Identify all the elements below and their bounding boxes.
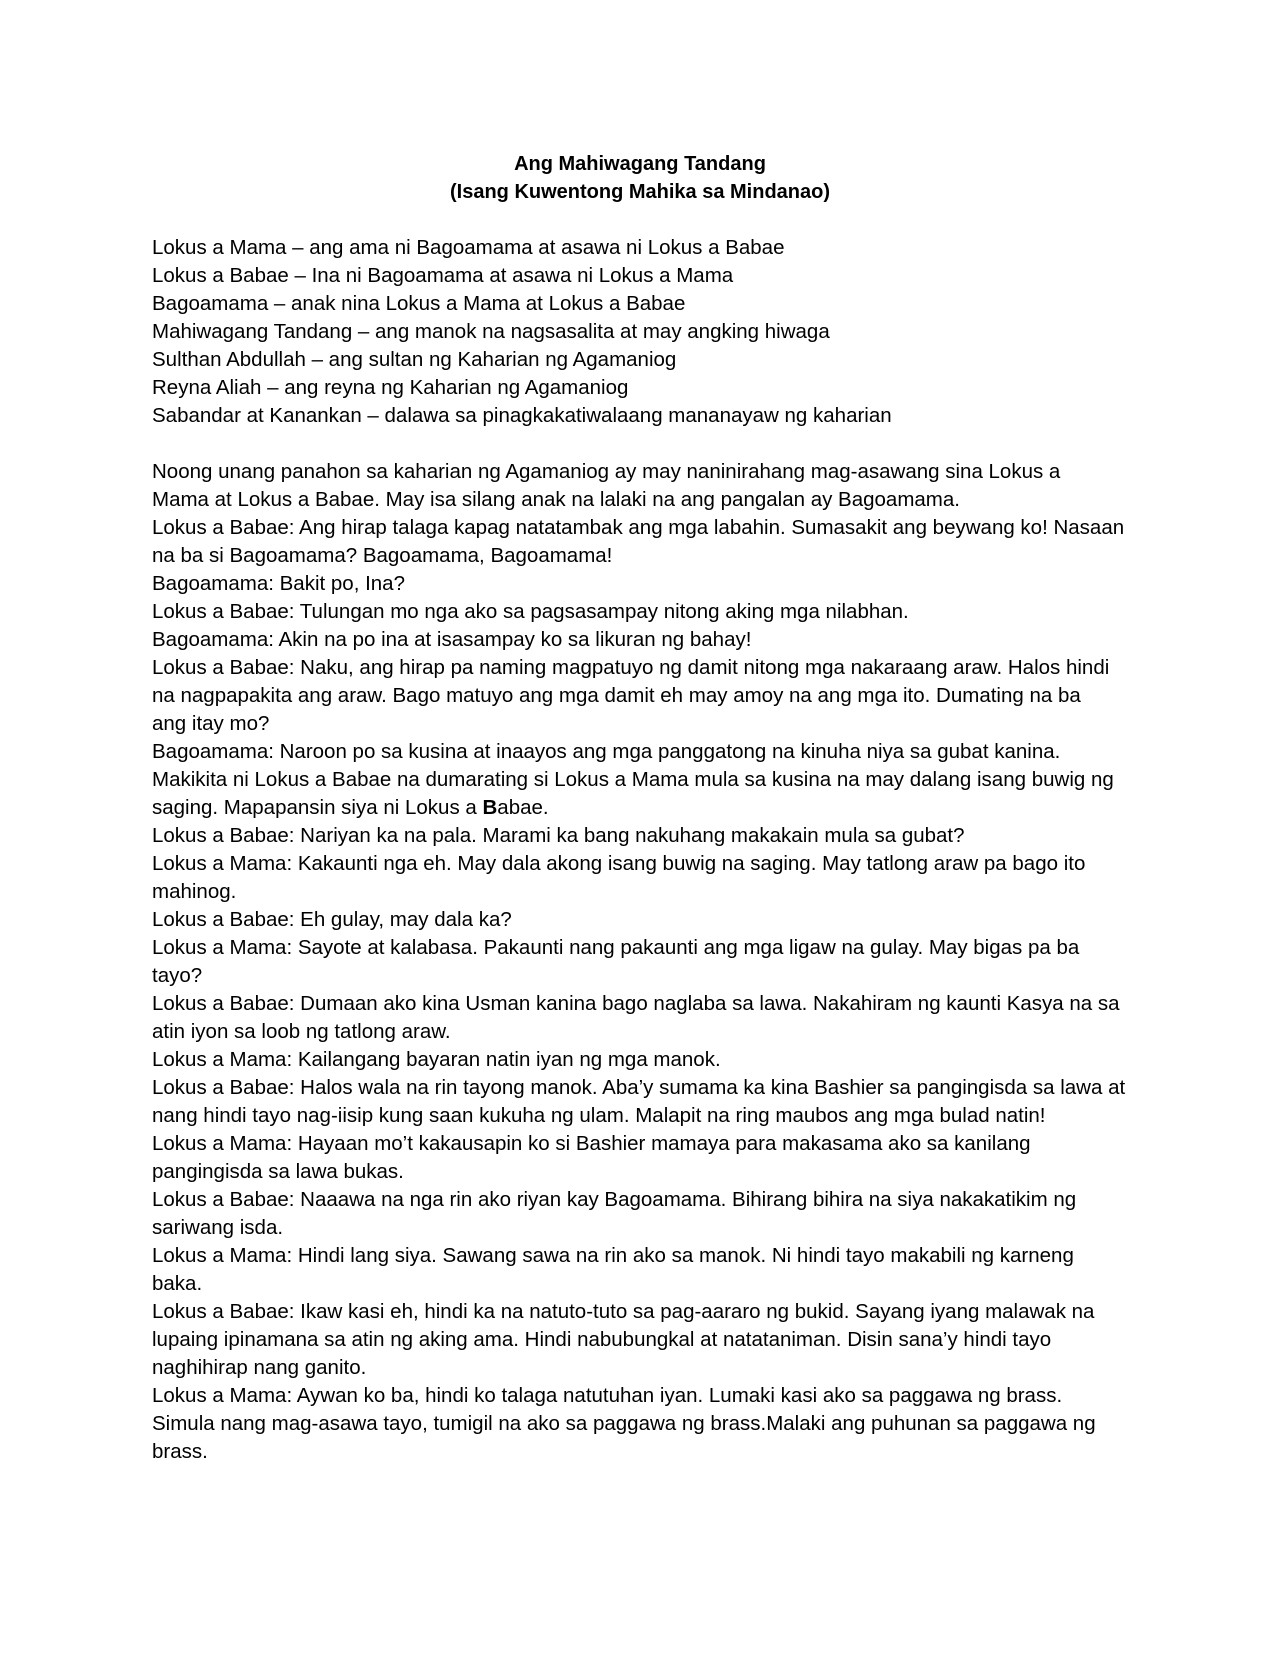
story-line: na nagpapakita ang araw. Bago matuyo ang mga damit eh may amoy na ang mga ito. Dumating na ba xyxy=(152,684,1081,707)
story-line: Lokus a Babae: Halos wala na rin tayong manok. Aba’y sumama ka kina Bashier sa pangingisda sa lawa at xyxy=(152,1076,1126,1099)
story-line: Lokus a Mama: Kakaunti nga eh. May dala akong isang buwig na saging. May tatlong araw pa bago ito xyxy=(152,852,1086,875)
story-line: Lokus a Babae: Tulungan mo nga ako sa pagsasampay nitong aking mga nilabhan. xyxy=(152,600,909,623)
story-line: Lokus a Mama: Kailangang bayaran natin iyan ng mga manok. xyxy=(152,1048,721,1071)
paragraph-spacer xyxy=(152,430,1142,458)
document-body xyxy=(152,234,1142,1466)
story-line: Lokus a Mama: Sayote at kalabasa. Pakaunti nang pakaunti ang mga ligaw na gulay. May bigas pa ba xyxy=(152,936,1080,959)
story-line: Bagoamama: Bakit po, Ina? xyxy=(152,572,405,595)
story-line: nang hindi tayo nag-iisip kung saan kukuha ng ulam. Malapit na ring maubos ang mga bulad natin! xyxy=(152,1104,1046,1127)
story-text xyxy=(152,458,1142,1466)
story-line-mixed xyxy=(152,794,1142,822)
story-line: Noong unang panahon sa kaharian ng Agamaniog ay may naninirahang mag-asawang sina Lokus a xyxy=(152,460,1061,483)
story-line: atin iyon sa loob ng tatlong araw. xyxy=(152,1020,451,1043)
character-entry: Sabandar at Kanankan – dalawa sa pinagkakatiwalaang mananayaw ng kaharian xyxy=(152,404,892,427)
story-text-segment: abae. xyxy=(497,796,549,819)
story-line: na ba si Bagoamama? Bagoamama, Bagoamama! xyxy=(152,544,613,567)
story-line: Lokus a Babae: Eh gulay, may dala ka? xyxy=(152,908,512,931)
story-text-segment: saging. Mapapansin siya ni Lokus a xyxy=(152,796,483,819)
story-line: Lokus a Babae: Ang hirap talaga kapag natatambak ang mga labahin. Sumasakit ang beywang ko! Nasaan xyxy=(152,516,1125,539)
character-list xyxy=(152,234,1142,430)
story-line: Lokus a Babae: Nariyan ka na pala. Marami ka bang nakuhang makakain mula sa gubat? xyxy=(152,824,965,847)
story-line: Lokus a Mama: Hindi lang siya. Sawang sawa na rin ako sa manok. Ni hindi tayo makabili ng karneng xyxy=(152,1244,1074,1267)
story-line: Bagoamama: Akin na po ina at isasampay ko sa likuran ng bahay! xyxy=(152,628,752,651)
story-line: lupaing ipinamana sa atin ng aking ama. Hindi nabubungkal at natataniman. Disin sana’y hindi tayo xyxy=(152,1328,1052,1351)
document-title: Ang Mahiwagang Tandang xyxy=(514,153,766,175)
character-entry: Lokus a Babae – Ina ni Bagoamama at asawa ni Lokus a Mama xyxy=(152,264,734,287)
story-line: naghihirap nang ganito. xyxy=(152,1356,367,1379)
story-line: Simula nang mag-asawa tayo, tumigil na ako sa paggawa ng brass.Malaki ang puhunan sa paggawa ng xyxy=(152,1412,1096,1435)
story-line: Makikita ni Lokus a Babae na dumarating si Lokus a Mama mula sa kusina na may dalang isang buwig ng xyxy=(152,768,1114,791)
story-line: Lokus a Babae: Dumaan ako kina Usman kanina bago naglaba sa lawa. Nakahiram ng kaunti Kasya na sa xyxy=(152,992,1120,1015)
character-entry: Mahiwagang Tandang – ang manok na nagsasalita at may angking hiwaga xyxy=(152,320,830,343)
story-line: brass. xyxy=(152,1440,208,1463)
story-line: Lokus a Mama: Aywan ko ba, hindi ko talaga natutuhan iyan. Lumaki kasi ako sa paggawa ng brass. xyxy=(152,1384,1063,1407)
story-line: sariwang isda. xyxy=(152,1216,284,1239)
story-line: Lokus a Babae: Naku, ang hirap pa naming magpatuyo ng damit nitong mga nakaraang araw. Halos hindi xyxy=(152,656,1110,679)
story-line: mahinog. xyxy=(152,880,237,903)
story-line: tayo? xyxy=(152,964,203,987)
story-line: Lokus a Mama: Hayaan mo’t kakausapin ko si Bashier mamaya para makasama ako sa kanilang xyxy=(152,1132,1031,1155)
bold-letter: B xyxy=(482,796,498,819)
story-line: Mama at Lokus a Babae. May isa silang anak na lalaki na ang pangalan ay Bagoamama. xyxy=(152,488,960,511)
story-line: ang itay mo? xyxy=(152,712,270,735)
story-line: Lokus a Babae: Naaawa na nga rin ako riyan kay Bagoamama. Bihirang bihira na siya nakakatikim ng xyxy=(152,1188,1077,1211)
title-block xyxy=(0,150,1280,206)
story-line: pangingisda sa lawa bukas. xyxy=(152,1160,404,1183)
character-entry: Reyna Aliah – ang reyna ng Kaharian ng Agamaniog xyxy=(152,376,629,399)
document-subtitle: (Isang Kuwentong Mahika sa Mindanao) xyxy=(449,181,831,203)
story-line: Lokus a Babae: Ikaw kasi eh, hindi ka na natuto-tuto sa pag-aararo ng bukid. Sayang iyang malawak na xyxy=(152,1300,1095,1323)
character-entry: Bagoamama – anak nina Lokus a Mama at Lokus a Babae xyxy=(152,292,686,315)
character-entry: Sulthan Abdullah – ang sultan ng Kaharian ng Agamaniog xyxy=(152,348,677,371)
story-line: baka. xyxy=(152,1272,203,1295)
story-line: Bagoamama: Naroon po sa kusina at inaayos ang mga panggatong na kinuha niya sa gubat kanina. xyxy=(152,740,1061,763)
character-entry: Lokus a Mama – ang ama ni Bagoamama at asawa ni Lokus a Babae xyxy=(152,236,785,259)
